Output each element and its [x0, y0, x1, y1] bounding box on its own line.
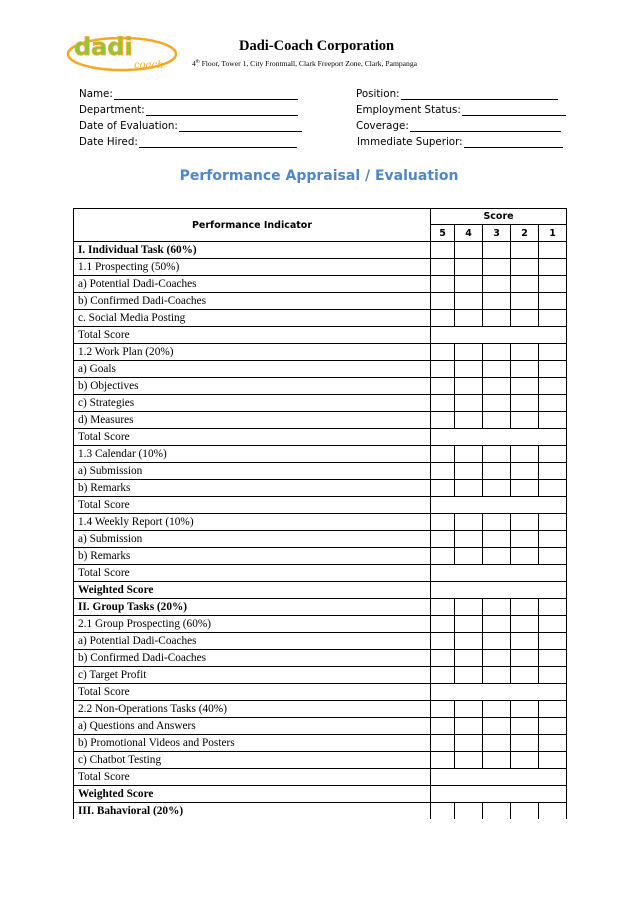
evaluation-table-body — [74, 242, 567, 820]
indicator-label: a) Questions and Answers — [74, 718, 431, 735]
score-cell[interactable] — [483, 395, 511, 412]
score-cell[interactable] — [511, 344, 539, 361]
score-cell[interactable] — [431, 531, 455, 548]
score-cell[interactable] — [431, 395, 455, 412]
table-row — [74, 497, 567, 514]
indicator-label: Total Score — [74, 684, 431, 701]
table-row — [74, 616, 567, 633]
score-cell[interactable] — [511, 259, 539, 276]
company-address: 4th Floor, Tower 1, City Frontmall, Clark Freeport Zone, Clark, Pampanga — [192, 59, 417, 68]
score-cell[interactable] — [455, 616, 483, 633]
score-cell[interactable] — [511, 701, 539, 718]
score-cell[interactable] — [539, 599, 567, 616]
score-cell[interactable] — [431, 412, 455, 429]
indicator-label: 1.3 Calendar (10%) — [74, 446, 431, 463]
score-cell[interactable] — [483, 803, 511, 820]
score-cell[interactable] — [539, 650, 567, 667]
indicator-label: 1.4 Weekly Report (10%) — [74, 514, 431, 531]
coverage-blank[interactable] — [410, 121, 561, 132]
score-cell[interactable] — [511, 293, 539, 310]
score-cell[interactable] — [511, 718, 539, 735]
score-cell[interactable] — [431, 667, 455, 684]
total-score-cell[interactable] — [431, 582, 567, 599]
indicator-label: a) Goals — [74, 361, 431, 378]
score-cell[interactable] — [431, 633, 455, 650]
indicator-label: b) Remarks — [74, 548, 431, 565]
table-row — [74, 599, 567, 616]
indicator-label: b) Promotional Videos and Posters — [74, 735, 431, 752]
score-cell[interactable] — [511, 735, 539, 752]
indicator-label: Weighted Score — [74, 786, 431, 803]
score-cell[interactable] — [455, 701, 483, 718]
table-row — [74, 718, 567, 735]
score-cell[interactable] — [539, 378, 567, 395]
position-field[interactable] — [356, 88, 558, 100]
score-cell[interactable] — [455, 259, 483, 276]
employment-status-blank[interactable] — [462, 105, 566, 116]
score-cell[interactable] — [483, 310, 511, 327]
indicator-label: a) Potential Dadi-Coaches — [74, 276, 431, 293]
score-cell[interactable] — [539, 735, 567, 752]
table-row — [74, 446, 567, 463]
score-cell[interactable] — [455, 531, 483, 548]
score-cell[interactable] — [431, 735, 455, 752]
score-cell[interactable] — [539, 361, 567, 378]
table-row — [74, 259, 567, 276]
table-row — [74, 514, 567, 531]
score-cell[interactable] — [511, 378, 539, 395]
score-cell[interactable] — [455, 378, 483, 395]
performance-indicator-header: Performance Indicator — [74, 209, 431, 242]
score-cell[interactable] — [455, 446, 483, 463]
score-cell[interactable] — [483, 276, 511, 293]
table-row — [74, 412, 567, 429]
score-cell[interactable] — [483, 599, 511, 616]
score-cell[interactable] — [431, 242, 455, 259]
score-cell[interactable] — [511, 242, 539, 259]
table-row — [74, 667, 567, 684]
table-row — [74, 684, 567, 701]
score-cell[interactable] — [483, 531, 511, 548]
indicator-label: a) Potential Dadi-Coaches — [74, 633, 431, 650]
score-cell[interactable] — [511, 531, 539, 548]
score-cell[interactable] — [511, 361, 539, 378]
score-header: Score — [431, 209, 567, 225]
score-cell[interactable] — [431, 650, 455, 667]
indicator-label: Total Score — [74, 565, 431, 582]
date-hired-field[interactable] — [79, 136, 297, 148]
name-field[interactable] — [79, 88, 298, 100]
score-cell[interactable] — [539, 633, 567, 650]
score-cell[interactable] — [455, 361, 483, 378]
table-row — [74, 276, 567, 293]
table-row — [74, 548, 567, 565]
score-cell[interactable] — [511, 752, 539, 769]
department-field[interactable] — [79, 104, 298, 116]
score-cell[interactable] — [455, 242, 483, 259]
indicator-label: I. Individual Task (60%) — [74, 242, 431, 259]
score-cell[interactable] — [455, 633, 483, 650]
score-cell[interactable] — [483, 463, 511, 480]
table-row — [74, 701, 567, 718]
total-score-cell[interactable] — [431, 684, 567, 701]
score-cell[interactable] — [511, 514, 539, 531]
score-cell[interactable] — [431, 463, 455, 480]
indicator-label: b) Confirmed Dadi-Coaches — [74, 293, 431, 310]
score-cell[interactable] — [539, 446, 567, 463]
score-cell[interactable] — [483, 633, 511, 650]
form-title: Performance Appraisal / Evaluation — [179, 168, 459, 184]
evaluation-table — [73, 208, 567, 819]
score-cell[interactable] — [539, 310, 567, 327]
table-row — [74, 786, 567, 803]
score-cell[interactable] — [511, 276, 539, 293]
table-row — [74, 769, 567, 786]
logo-text-sub: coach — [134, 60, 164, 71]
score-cell[interactable] — [511, 446, 539, 463]
score-cell[interactable] — [539, 463, 567, 480]
score-cell[interactable] — [431, 548, 455, 565]
score-cell[interactable] — [431, 259, 455, 276]
table-row — [74, 242, 567, 259]
score-cell[interactable] — [511, 548, 539, 565]
score-cell[interactable] — [431, 310, 455, 327]
score-cell[interactable] — [431, 276, 455, 293]
table-row — [74, 480, 567, 497]
score-cell[interactable] — [483, 752, 511, 769]
indicator-label: II. Group Tasks (20%) — [74, 599, 431, 616]
score-cell[interactable] — [483, 735, 511, 752]
total-score-cell[interactable] — [431, 497, 567, 514]
score-cell[interactable] — [431, 803, 455, 820]
table-row — [74, 531, 567, 548]
indicator-label: a) Submission — [74, 463, 431, 480]
name-blank[interactable] — [114, 89, 298, 100]
indicator-label: Total Score — [74, 327, 431, 344]
score-cell[interactable] — [455, 463, 483, 480]
score-cell[interactable] — [431, 344, 455, 361]
score-cell[interactable] — [431, 480, 455, 497]
score-cell[interactable] — [455, 480, 483, 497]
score-cell[interactable] — [483, 514, 511, 531]
indicator-label: Total Score — [74, 769, 431, 786]
indicator-label: c) Chatbot Testing — [74, 752, 431, 769]
score-column-header: 4 — [455, 225, 483, 242]
date-of-evaluation-label: Date of Evaluation: — [79, 120, 178, 132]
score-cell[interactable] — [511, 395, 539, 412]
table-row — [74, 344, 567, 361]
score-cell[interactable] — [483, 361, 511, 378]
score-column-header: 3 — [483, 225, 511, 242]
score-cell[interactable] — [455, 310, 483, 327]
indicator-label: Total Score — [74, 497, 431, 514]
score-column-header: 5 — [431, 225, 455, 242]
logo-text-main: dadi — [74, 33, 133, 61]
score-cell[interactable] — [431, 361, 455, 378]
date-hired-label: Date Hired: — [79, 136, 138, 148]
score-cell[interactable] — [455, 667, 483, 684]
name-label: Name: — [79, 88, 113, 100]
score-cell[interactable] — [539, 531, 567, 548]
score-cell[interactable] — [483, 242, 511, 259]
coverage-label: Coverage: — [356, 120, 409, 132]
company-name: Dadi-Coach Corporation — [239, 38, 395, 54]
coverage-field[interactable] — [356, 120, 561, 132]
score-cell[interactable] — [483, 650, 511, 667]
total-score-cell[interactable] — [431, 327, 567, 344]
table-row — [74, 293, 567, 310]
total-score-cell[interactable] — [431, 565, 567, 582]
score-cell[interactable] — [539, 293, 567, 310]
score-cell[interactable] — [539, 803, 567, 820]
score-cell[interactable] — [539, 480, 567, 497]
score-cell[interactable] — [539, 276, 567, 293]
dadi-coach-logo — [64, 30, 180, 74]
score-column-header: 1 — [539, 225, 567, 242]
score-cell[interactable] — [539, 259, 567, 276]
score-cell[interactable] — [431, 446, 455, 463]
score-cell[interactable] — [511, 650, 539, 667]
indicator-label: b) Confirmed Dadi-Coaches — [74, 650, 431, 667]
total-score-cell[interactable] — [431, 429, 567, 446]
indicator-label: 1.2 Work Plan (20%) — [74, 344, 431, 361]
date-of-evaluation-field[interactable] — [79, 120, 302, 132]
score-cell[interactable] — [539, 616, 567, 633]
table-row — [74, 752, 567, 769]
score-cell[interactable] — [539, 395, 567, 412]
score-cell[interactable] — [539, 514, 567, 531]
score-cell[interactable] — [431, 599, 455, 616]
indicator-label: a) Submission — [74, 531, 431, 548]
score-cell[interactable] — [431, 293, 455, 310]
table-row — [74, 310, 567, 327]
score-cell[interactable] — [511, 599, 539, 616]
employment-status-label: Employment Status: — [356, 104, 461, 116]
indicator-label: 2.1 Group Prospecting (60%) — [74, 616, 431, 633]
score-cell[interactable] — [455, 735, 483, 752]
date-hired-blank[interactable] — [139, 137, 297, 148]
score-cell[interactable] — [431, 718, 455, 735]
indicator-label: III. Bahavioral (20%) — [74, 803, 431, 820]
score-cell[interactable] — [455, 293, 483, 310]
score-cell[interactable] — [511, 803, 539, 820]
score-cell[interactable] — [539, 667, 567, 684]
score-cell[interactable] — [539, 344, 567, 361]
score-cell[interactable] — [511, 480, 539, 497]
table-row — [74, 361, 567, 378]
score-cell[interactable] — [539, 412, 567, 429]
indicator-label: Weighted Score — [74, 582, 431, 599]
score-cell[interactable] — [483, 378, 511, 395]
employment-status-field[interactable] — [356, 104, 566, 116]
score-cell[interactable] — [539, 548, 567, 565]
score-cell[interactable] — [431, 616, 455, 633]
score-cell[interactable] — [539, 752, 567, 769]
table-row — [74, 429, 567, 446]
score-cell[interactable] — [455, 718, 483, 735]
score-cell[interactable] — [455, 599, 483, 616]
score-cell[interactable] — [511, 310, 539, 327]
score-cell[interactable] — [483, 548, 511, 565]
indicator-label: b) Remarks — [74, 480, 431, 497]
score-cell[interactable] — [455, 395, 483, 412]
score-cell[interactable] — [455, 276, 483, 293]
score-cell[interactable] — [511, 667, 539, 684]
immediate-superior-field[interactable] — [357, 136, 563, 148]
department-label: Department: — [79, 104, 145, 116]
position-blank[interactable] — [401, 89, 558, 100]
score-column-header: 2 — [511, 225, 539, 242]
score-cell[interactable] — [455, 514, 483, 531]
table-row — [74, 565, 567, 582]
total-score-cell[interactable] — [431, 769, 567, 786]
indicator-label: c. Social Media Posting — [74, 310, 431, 327]
table-row — [74, 395, 567, 412]
score-cell[interactable] — [539, 701, 567, 718]
score-cell[interactable] — [431, 752, 455, 769]
score-cell[interactable] — [455, 344, 483, 361]
immediate-superior-label: Immediate Superior: — [357, 136, 463, 148]
score-cell[interactable] — [511, 463, 539, 480]
table-row — [74, 735, 567, 752]
table-row — [74, 633, 567, 650]
score-cell[interactable] — [483, 293, 511, 310]
indicator-label: c) Strategies — [74, 395, 431, 412]
immediate-superior-blank[interactable] — [464, 137, 563, 148]
score-cell[interactable] — [483, 701, 511, 718]
score-cell[interactable] — [431, 701, 455, 718]
date-of-evaluation-blank[interactable] — [179, 121, 302, 132]
score-cell[interactable] — [455, 650, 483, 667]
table-row — [74, 582, 567, 599]
indicator-label: Total Score — [74, 429, 431, 446]
score-cell[interactable] — [483, 344, 511, 361]
score-cell[interactable] — [431, 514, 455, 531]
department-blank[interactable] — [146, 105, 298, 116]
score-cell[interactable] — [455, 548, 483, 565]
table-row — [74, 327, 567, 344]
indicator-label: c) Target Profit — [74, 667, 431, 684]
score-cell[interactable] — [483, 446, 511, 463]
indicator-label: d) Measures — [74, 412, 431, 429]
table-row — [74, 803, 567, 820]
score-cell[interactable] — [539, 718, 567, 735]
score-cell[interactable] — [483, 480, 511, 497]
score-cell[interactable] — [483, 667, 511, 684]
table-row — [74, 650, 567, 667]
score-cell[interactable] — [455, 752, 483, 769]
score-cell[interactable] — [431, 378, 455, 395]
score-cell[interactable] — [483, 412, 511, 429]
table-row — [74, 463, 567, 480]
score-cell[interactable] — [455, 412, 483, 429]
position-label: Position: — [356, 88, 400, 100]
indicator-label: 1.1 Prospecting (50%) — [74, 259, 431, 276]
score-cell[interactable] — [483, 718, 511, 735]
score-cell[interactable] — [511, 412, 539, 429]
score-cell[interactable] — [539, 242, 567, 259]
score-cell[interactable] — [483, 616, 511, 633]
score-cell[interactable] — [511, 633, 539, 650]
score-cell[interactable] — [455, 803, 483, 820]
total-score-cell[interactable] — [431, 786, 567, 803]
score-cell[interactable] — [511, 616, 539, 633]
indicator-label: b) Objectives — [74, 378, 431, 395]
indicator-label: 2.2 Non-Operations Tasks (40%) — [74, 701, 431, 718]
score-cell[interactable] — [483, 259, 511, 276]
table-row — [74, 378, 567, 395]
